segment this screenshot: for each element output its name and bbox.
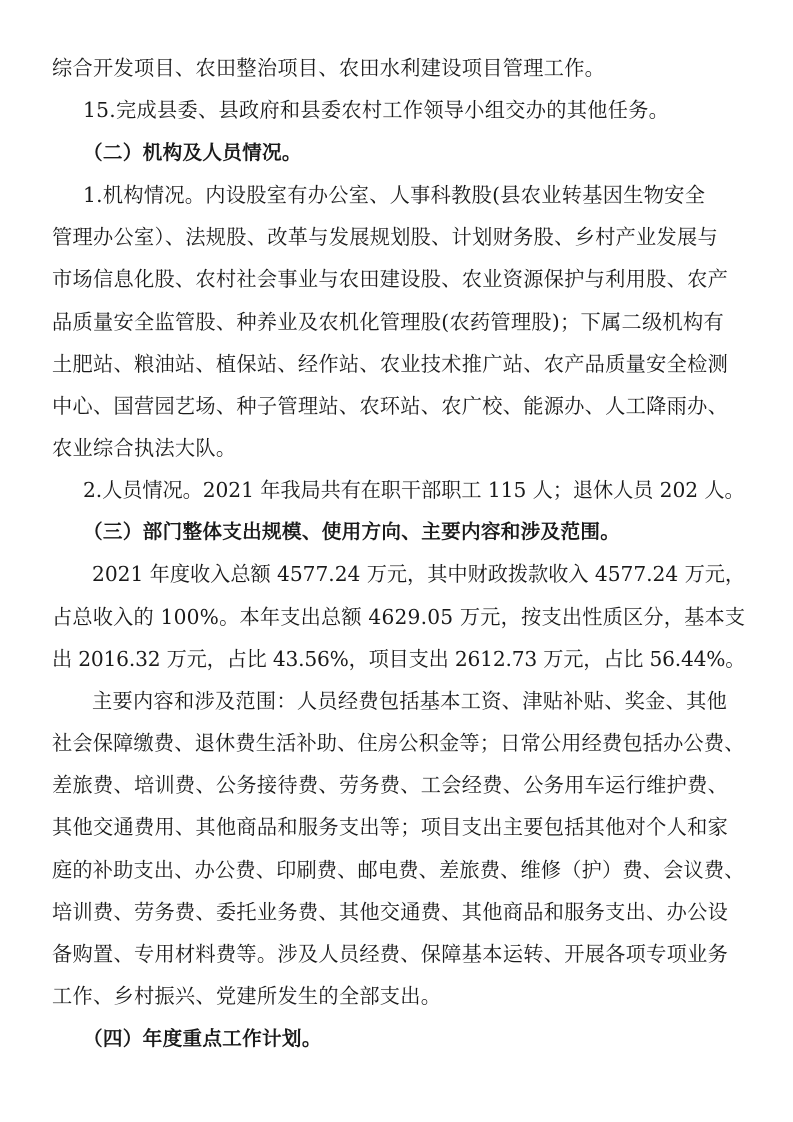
text-line-11: 2.人员情况。2021 年我局共有在职干部职工 115 人；退休人员 202 人。 xyxy=(83,478,745,502)
text-line-6: 市场信息化股、农村社会事业与农田建设股、农业资源保护与利用股、农产 xyxy=(52,267,729,291)
text-line-19: 其他交通费用、其他商品和服务支出等；项目支出主要包括其他对个人和家 xyxy=(52,815,729,839)
text-line-21: 培训费、劳务费、委托业务费、其他交通费、其他商品和服务支出、办公设 xyxy=(52,900,729,924)
text-line-10: 农业综合执法大队。 xyxy=(52,436,237,460)
text-line-4: 1.机构情况。内设股室有办公室、人事科教股(县农业转基因生物安全 xyxy=(83,183,706,207)
text-line-18: 差旅费、培训费、公务接待费、劳务费、工会经费、公务用车运行维护费、 xyxy=(52,773,729,797)
text-line-9: 中心、国营园艺场、种子管理站、农环站、农广校、能源办、人工降雨办、 xyxy=(52,394,729,418)
text-line-22: 备购置、专用材料费等。涉及人员经费、保障基本运转、开展各项专项业务 xyxy=(52,942,729,966)
text-line-17: 社会保障缴费、退休费生活补助、住房公积金等；日常公用经费包括办公费、 xyxy=(52,731,745,755)
text-line-2: 15.完成县委、县政府和县委农村工作领导小组交办的其他任务。 xyxy=(83,98,670,122)
text-line-1: 综合开发项目、农田整治项目、农田水利建设项目管理工作。 xyxy=(52,56,606,80)
text-line-5: 管理办公室）、法规股、改革与发展规划股、计划财务股、乡村产业发展与 xyxy=(52,225,718,249)
text-line-7: 品质量安全监管股、种养业及农机化管理股(农药管理股)；下属二级机构有 xyxy=(52,310,724,334)
section-heading-2: （二）机构及人员情况。 xyxy=(83,141,302,164)
text-line-13: 2021 年度收入总额 4577.24 万元，其中财政拨款收入 4577.24 万元， xyxy=(92,562,746,586)
text-line-23: 工作、乡村振兴、党建所发生的全部支出。 xyxy=(52,984,442,1008)
text-line-20: 庭的补助支出、办公费、印刷费、邮电费、差旅费、维修（护）费、会议费、 xyxy=(52,858,745,882)
section-heading-3: （三）部门整体支出规模、使用方向、主要内容和涉及范围。 xyxy=(83,520,621,543)
section-heading-4: （四）年度重点工作计划。 xyxy=(83,1027,322,1050)
text-line-8: 土肥站、粮油站、植保站、经作站、农业技术推广站、农产品质量安全检测 xyxy=(52,352,729,376)
text-line-16: 主要内容和涉及范围：人员经费包括基本工资、津贴补贴、奖金、其他 xyxy=(92,689,728,713)
text-line-15: 出 2016.32 万元，占比 43.56%，项目支出 2612.73 万元，占比 56.44%。 xyxy=(52,647,746,671)
text-line-14: 占总收入的 100%。本年支出总额 4629.05 万元，按支出性质区分，基本支 xyxy=(52,605,746,629)
